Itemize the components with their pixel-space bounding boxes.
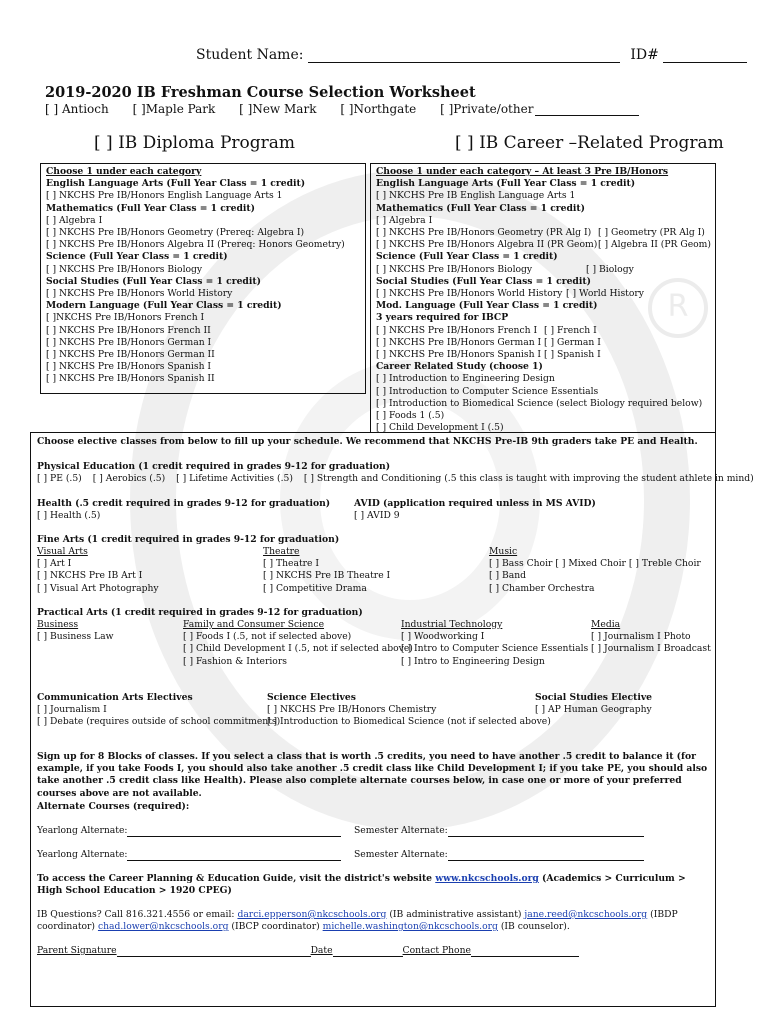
career-math-heading: Mathematics (Full Year Class = 1 credit) (376, 202, 586, 214)
electives-intro: Choose elective classes from below to fill up your schedule. We recommend that NKCHS Pre-IB 9th graders take PE and Health. (37, 436, 698, 447)
theatre-column (263, 546, 390, 595)
email-link[interactable]: jane.reed@nkcschools.org (524, 909, 648, 920)
list-item[interactable]: [ ] NKCHS Pre IB/Honors German II (46, 349, 215, 361)
science-electives-column (267, 692, 551, 729)
email-link[interactable]: chad.lower@nkcschools.org (97, 921, 229, 933)
option[interactable]: [ ] Spanish I (544, 349, 601, 361)
pe-options (37, 473, 754, 485)
contact-info (37, 909, 713, 933)
signature-line (37, 945, 579, 957)
student-name-line (196, 47, 747, 63)
registered-mark-icon: R (648, 278, 708, 338)
visual-arts-heading: Visual Arts (37, 546, 88, 557)
list-item[interactable]: [ ] NKCHS Pre IB/Honors Chemistry (267, 704, 437, 716)
parent-signature-label: Parent Signature (37, 945, 117, 956)
option[interactable]: [ ] World History (566, 288, 644, 300)
yearlong-label: Yearlong Alternate: (37, 825, 128, 836)
industrial-column (401, 619, 588, 668)
business-heading: Business (37, 619, 79, 630)
list-item[interactable]: [ ] Algebra I (46, 214, 103, 226)
contact-phone-label: Contact Phone (402, 945, 471, 956)
questions-lead: IB Questions? Call 816.321.4556 or email: (37, 909, 235, 920)
email-link[interactable]: darci.epperson@nkcschools.org (237, 909, 387, 920)
list-item (376, 349, 710, 361)
option[interactable]: [ ] NKCHS Pre IB/Honors World History (376, 288, 563, 300)
list-item[interactable]: [ ] NKCHS Pre IB/Honors Algebra II (Prereq: Honors Geometry) (46, 239, 345, 251)
option[interactable]: [ ] Aerobics (.5) (92, 473, 166, 484)
list-item (376, 325, 710, 337)
option[interactable]: [ ] French I (544, 324, 597, 336)
semester-field[interactable] (448, 860, 644, 861)
career-ela-heading: English Language Arts (Full Year Class = 1 credit) (376, 178, 636, 190)
list-item[interactable]: [ ] Intro to Computer Science Essentials (401, 643, 589, 655)
list-item (376, 264, 710, 276)
list-item[interactable]: [ ] Introduction to Biomedical Science (select Biology required below) (376, 397, 703, 409)
pe-heading: Physical Education (1 credit required in grades 9-12 for graduation) (37, 461, 391, 472)
signup-instructions: Sign up for 8 Blocks of classes. If you select a class that is worth .5 credits, you need to have another .5 credit to balance it (for example, if you take Foods I, you should also take another .5 credit class like Child Development I; if you take PE, you should also take another .5 credit class like Health). Please also complete alternate courses below, in case one or more of your preferred courses above are not available. (37, 751, 708, 799)
option[interactable]: [ ] AVID 9 (354, 510, 400, 521)
theatre-heading: Theatre (263, 546, 300, 557)
list-item[interactable]: [ ] NKCHS Pre IB/Honors World History (46, 288, 233, 300)
career-heading: Choose 1 under each category – At least 3 Pre IB/Honors (376, 166, 669, 177)
email-link[interactable]: michelle.washington@nkcschools.org (322, 921, 498, 933)
list-item[interactable]: [ ] Journalism I Broadcast (591, 643, 711, 655)
list-item[interactable]: [ ] AP Human Geography (535, 704, 652, 716)
list-item[interactable]: [ ] NKCHS Pre IB/Honors Geometry (Prereq: Algebra I) (46, 227, 305, 239)
option[interactable]: [ ] Strength and Conditioning (.5 this class is taught with improving the student athlete in mind) (303, 473, 754, 484)
guide-text (37, 873, 709, 897)
health-heading: Health (.5 credit required in grades 9-12 for graduation) (37, 498, 331, 509)
option[interactable]: [ ] Algebra II (PR Geom) (598, 239, 711, 251)
option[interactable]: [ ] German I (544, 336, 601, 348)
list-item (376, 239, 710, 251)
student-name-field[interactable] (308, 62, 620, 63)
semester-alternate-1 (354, 825, 644, 837)
career-social-heading: Social Studies (Full Year Class = 1 credit) (376, 275, 591, 287)
list-item[interactable]: [ ]NKCHS Pre IB/Honors French I (46, 312, 205, 324)
option[interactable]: [ ] Algebra I (376, 214, 433, 226)
media-column (591, 619, 711, 656)
list-item[interactable]: [ ] Journalism I Photo (591, 631, 691, 643)
diploma-social-heading: Social Studies (Full Year Class = 1 credit) (46, 275, 261, 287)
id-field[interactable] (663, 62, 747, 63)
list-item[interactable]: [ ] Child Development I (.5) (376, 422, 504, 434)
option[interactable]: [ ] NKCHS Pre IB/Honors Biology (376, 263, 533, 275)
school-option-antioch[interactable]: [ ] Antioch (45, 102, 109, 116)
list-item[interactable]: [ ] Band (489, 570, 527, 582)
diploma-course-box (40, 163, 366, 394)
option[interactable]: [ ] NKCHS Pre IB/Honors Spanish I (376, 349, 542, 361)
option[interactable]: [ ] PE (.5) (37, 473, 82, 484)
option[interactable]: [ ] Geometry (PR Alg I) (598, 227, 705, 239)
career-science-heading: Science (Full Year Class = 1 credit) (376, 251, 558, 263)
list-item[interactable]: [ ] NKCHS Pre IB/Honors Biology (46, 263, 203, 275)
list-item[interactable]: [ ] NKCHS Pre IB Theatre I (263, 570, 391, 582)
date-label: Date (310, 945, 333, 956)
list-item[interactable]: [ ] Competitive Drama (263, 582, 367, 594)
diploma-science-heading: Science (Full Year Class = 1 credit) (46, 251, 228, 263)
list-item[interactable]: [ ] NKCHS Pre IB/Honors Spanish I (46, 361, 212, 373)
career-course-box (370, 163, 716, 433)
social-elective-heading: Social Studies Elective (535, 692, 653, 703)
id-label: ID# (630, 47, 659, 63)
list-item[interactable]: [ ] Journalism I (37, 704, 107, 716)
list-item[interactable]: [ ] Introduction to Biomedical Science (not if selected above) (267, 716, 551, 728)
list-item[interactable]: [ ] Debate (requires outside of school commitments) (37, 716, 281, 728)
list-item[interactable]: [ ] NKCHS Pre IB/Honors English Language Arts 1 (46, 190, 283, 202)
option[interactable]: [ ] NKCHS Pre IB/Honors French I (376, 324, 538, 336)
list-item[interactable]: [ ] Theatre I (263, 558, 320, 570)
district-website-link[interactable]: www.nkcschools.org (435, 873, 539, 884)
yearlong-field[interactable] (127, 860, 341, 861)
list-item[interactable]: [ ] Woodworking I (401, 631, 485, 643)
date-field[interactable] (333, 956, 403, 957)
music-column (489, 546, 701, 595)
practical-arts-heading: Practical Arts (1 credit required in grades 9-12 for graduation) (37, 607, 363, 618)
private-other-field[interactable] (535, 115, 639, 116)
option[interactable]: [ ] Lifetime Activities (.5) (176, 473, 293, 484)
student-name-label: Student Name: (196, 47, 304, 63)
semester-field[interactable] (448, 836, 644, 837)
school-option-new-mark[interactable]: [ ]New Mark (239, 102, 317, 116)
yearlong-alternate-2 (37, 849, 341, 861)
semester-alternate-2 (354, 849, 644, 861)
social-elective-column (535, 692, 652, 716)
electives-box (30, 432, 754, 1007)
guide-text-lead: To access the Career Planning & Education Guide, visit the district's website (37, 873, 433, 884)
yearlong-field[interactable] (127, 836, 341, 837)
list-item[interactable]: [ ] NKCHS Pre IB English Language Arts 1 (376, 190, 576, 202)
semester-label: Semester Alternate: (354, 825, 448, 836)
school-option-maple-park[interactable]: [ ]Maple Park (132, 102, 216, 116)
list-item[interactable]: [ ] Introduction to Computer Science Essentials (376, 385, 599, 397)
family-column (183, 619, 413, 668)
list-item[interactable]: [ ] Intro to Engineering Design (401, 655, 545, 667)
option[interactable]: [ ] NKCHS Pre IB/Honors Geometry (PR Alg I) (376, 227, 592, 239)
career-language-heading: Mod. Language (Full Year Class = 1 credit) (376, 300, 598, 312)
list-item[interactable]: [ ] Art I (37, 558, 72, 570)
alternate-heading: Alternate Courses (required): (37, 801, 190, 812)
science-electives-heading: Science Electives (267, 692, 356, 703)
list-item[interactable]: [ ] Visual Art Photography (37, 582, 159, 594)
avid-heading: AVID (application required unless in MS AVID) (354, 498, 596, 509)
comm-arts-heading: Communication Arts Electives (37, 692, 193, 703)
email-role: (IB administrative assistant) (389, 909, 522, 920)
list-item[interactable]: [ ] NKCHS Pre IB/Honors Spanish II (46, 373, 215, 385)
email-role: (IB counselor). (500, 921, 570, 933)
list-item[interactable]: [ ] NKCHS Pre IB/Honors French II (46, 324, 211, 336)
fine-arts-heading: Fine Arts (1 credit required in grades 9-12 for graduation) (37, 534, 340, 545)
email-role: (IBDP coordinator) (37, 909, 678, 933)
comm-arts-column (37, 692, 280, 729)
list-item (376, 337, 710, 349)
guide-text-tail: (Academics > Curriculum > High School Education > 1920 CPEG) (37, 873, 686, 897)
ib-diploma-program-option[interactable]: [ ] IB Diploma Program (94, 133, 296, 153)
ib-career-program-option[interactable]: [ ] IB Career –Related Program (455, 133, 724, 153)
page-title: 2019-2020 IB Freshman Course Selection Worksheet (45, 84, 476, 101)
list-item[interactable]: [ ] Business Law (37, 631, 114, 643)
school-option-northgate[interactable]: [ ]Northgate (340, 102, 417, 116)
list-item[interactable]: [ ] Chamber Orchestra (489, 582, 595, 594)
email-role: (IBCP coordinator) (231, 921, 320, 933)
family-heading: Family and Consumer Science (183, 619, 325, 630)
diploma-heading: Choose 1 under each category (46, 166, 202, 177)
contact-phone-field[interactable] (471, 956, 579, 957)
list-item[interactable]: [ ] NKCHS Pre IB/Honors German I (46, 336, 212, 348)
list-item[interactable]: [ ] Child Development I (.5, not if selected above) (183, 643, 413, 655)
list-item[interactable]: [ ] Foods 1 (.5) (376, 410, 445, 422)
diploma-ela-heading: English Language Arts (Full Year Class = 1 credit) (46, 178, 306, 190)
list-item[interactable]: [ ] Introduction to Engineering Design (376, 373, 555, 385)
list-item[interactable]: [ ] NKCHS Pre IB Art I (37, 570, 143, 582)
option[interactable]: [ ] NKCHS Pre IB/Honors Algebra II (PR Geom) (376, 239, 598, 251)
career-language-sub: 3 years required for IBCP (376, 312, 509, 324)
business-column (37, 619, 113, 643)
industrial-heading: Industrial Technology (401, 619, 503, 630)
list-item (376, 288, 710, 300)
diploma-language-heading: Modern Language (Full Year Class = 1 credit) (46, 300, 282, 312)
school-option-private-other[interactable]: [ ]Private/other (440, 102, 534, 116)
list-item[interactable]: [ ] Bass Choir [ ] Mixed Choir [ ] Treble Choir (489, 558, 701, 570)
list-item[interactable]: [ ] Foods I (.5, not if selected above) (183, 631, 352, 643)
school-options (45, 102, 659, 116)
media-heading: Media (591, 619, 621, 630)
yearlong-alternate-1 (37, 825, 341, 837)
option[interactable]: [ ] NKCHS Pre IB/Honors German I (376, 336, 542, 348)
option[interactable]: [ ] Biology (586, 263, 634, 275)
semester-label: Semester Alternate: (354, 849, 448, 860)
parent-signature-field[interactable] (117, 956, 311, 957)
yearlong-label: Yearlong Alternate: (37, 849, 128, 860)
visual-arts-column (37, 546, 159, 595)
career-crs-heading: Career Related Study (choose 1) (376, 361, 543, 373)
option[interactable]: [ ] Health (.5) (37, 510, 101, 521)
list-item (376, 215, 710, 227)
diploma-math-heading: Mathematics (Full Year Class = 1 credit) (46, 202, 256, 214)
list-item[interactable]: [ ] Fashion & Interiors (183, 655, 287, 667)
music-heading: Music (489, 546, 518, 557)
list-item (376, 227, 710, 239)
